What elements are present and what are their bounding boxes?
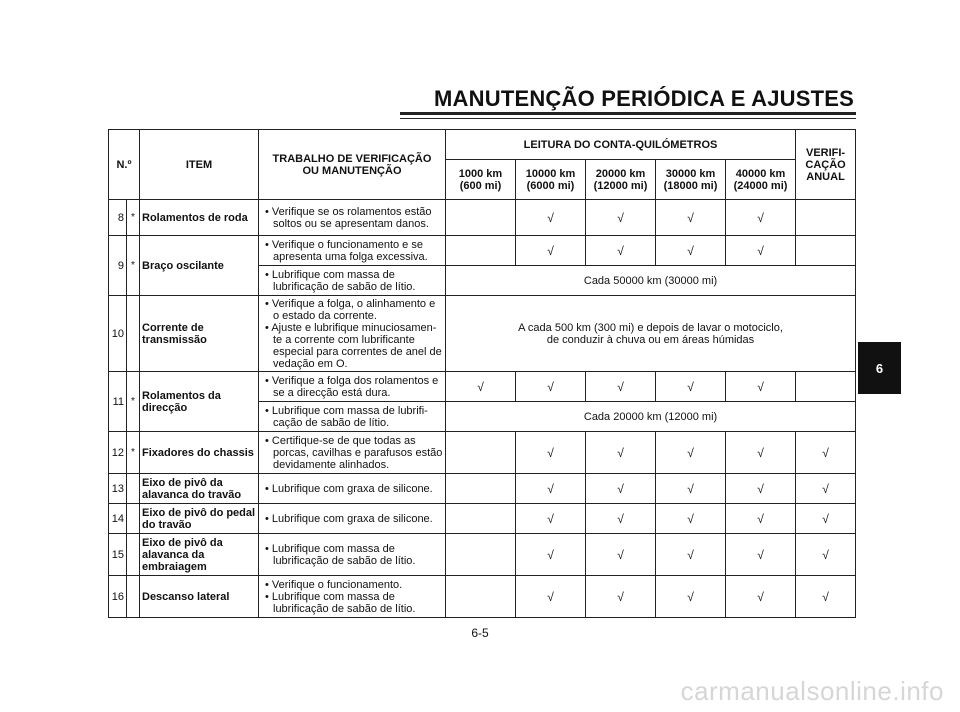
interval-40000km: 40000 km (24000 mi) (726, 160, 796, 200)
check-mark: √ (516, 236, 586, 266)
check-mark: √ (516, 372, 586, 402)
row-item: Eixo de pivô do pedal do travão (140, 504, 259, 534)
check-mark: √ (656, 200, 726, 236)
row-number: 16 (109, 576, 127, 618)
check-mark: √ (656, 474, 726, 504)
row-number: 11 (109, 372, 127, 432)
check-mark: √ (656, 432, 726, 474)
row-work: • Lubrifique com massa de lubrificação de sabão de lítio. (259, 266, 446, 296)
check-mark: √ (586, 534, 656, 576)
check-mark: √ (726, 576, 796, 618)
check-mark: √ (656, 576, 726, 618)
col-header-item: ITEM (140, 130, 259, 200)
table-row (109, 372, 856, 402)
col-header-odometer: LEITURA DO CONTA-QUILÓMETROS (446, 130, 796, 160)
col-header-number: N.º (109, 130, 140, 200)
row-work: • Lubrifique com massa de lubrifi-cação de sabão de lítio. (259, 402, 446, 432)
star-mark: * (127, 372, 140, 432)
maintenance-table (108, 129, 856, 618)
check-mark: √ (726, 236, 796, 266)
table-row (109, 576, 856, 618)
check-mark: √ (516, 504, 586, 534)
table-row (109, 534, 856, 576)
table-row (109, 432, 856, 474)
table-row (109, 504, 856, 534)
check-mark: √ (586, 200, 656, 236)
row-item: Fixadores do chassis (140, 432, 259, 474)
check-mark: √ (446, 372, 516, 402)
star-mark: * (127, 200, 140, 236)
col-header-annual: VERIFI- CAÇÃO ANUAL (796, 130, 856, 200)
check-mark: √ (586, 432, 656, 474)
check-mark: √ (586, 576, 656, 618)
row-work: • Verifique a folga, o alinhamento e o estado da corrente. • Ajuste e lubrifique minuciosamen-te a corrente com lubrificante especial para correntes de anel de vedação em O. (259, 296, 446, 372)
check-mark: √ (656, 504, 726, 534)
watermark: carmanualsonline.info (680, 676, 944, 706)
col-header-work: TRABALHO DE VERIFICAÇÃO OU MANUTENÇÃO (259, 130, 446, 200)
row-work: • Lubrifique com graxa de silicone. (259, 474, 446, 504)
check-mark: √ (726, 504, 796, 534)
row-work: • Lubrifique com graxa de silicone. (259, 504, 446, 534)
check-mark: √ (586, 504, 656, 534)
interval-note: Cada 50000 km (30000 mi) (446, 266, 856, 296)
check-mark: √ (726, 474, 796, 504)
check-mark: √ (516, 474, 586, 504)
interval-30000km: 30000 km (18000 mi) (656, 160, 726, 200)
interval-1000km: 1000 km (600 mi) (446, 160, 516, 200)
chapter-tab[interactable]: 6 (858, 342, 901, 394)
check-mark: √ (656, 372, 726, 402)
table-row (109, 474, 856, 504)
star-mark: * (127, 236, 140, 296)
table-row (109, 236, 856, 266)
row-number: 14 (109, 504, 127, 534)
check-mark: √ (516, 534, 586, 576)
check-mark: √ (796, 534, 856, 576)
check-mark: √ (586, 236, 656, 266)
check-mark: √ (796, 576, 856, 618)
table-row (109, 200, 856, 236)
row-work: • Verifique se os rolamentos estão soltos ou se apresentam danos. (259, 200, 446, 236)
check-mark: √ (516, 576, 586, 618)
row-item: Eixo de pivô da alavanca da embraiagem (140, 534, 259, 576)
row-work: • Verifique o funcionamento. • Lubrifique com massa de lubrificação de sabão de lítio. (259, 576, 446, 618)
title-rule-thick (400, 112, 856, 115)
row-work: • Certifique-se de que todas as porcas, cavilhas e parafusos estão devidamente alinhados. (259, 432, 446, 474)
check-mark: √ (726, 534, 796, 576)
check-mark: √ (726, 372, 796, 402)
row-item: Eixo de pivô da alavanca do travão (140, 474, 259, 504)
table-row (109, 296, 856, 372)
row-item: Descanso lateral (140, 576, 259, 618)
check-mark: √ (796, 504, 856, 534)
interval-20000km: 20000 km (12000 mi) (586, 160, 656, 200)
check-mark: √ (726, 432, 796, 474)
row-item: Rolamentos da direcção (140, 372, 259, 432)
check-mark: √ (516, 432, 586, 474)
row-number: 13 (109, 474, 127, 504)
row-work: • Lubrifique com massa de lubrificação de sabão de lítio. (259, 534, 446, 576)
check-mark: √ (796, 432, 856, 474)
row-work: • Verifique o funcionamento e se apresenta uma folga excessiva. (259, 236, 446, 266)
row-item: Braço oscilante (140, 236, 259, 296)
title-rule-thin (400, 118, 856, 119)
row-item: Rolamentos de roda (140, 200, 259, 236)
row-work: • Verifique a folga dos rolamentos e se a direcção está dura. (259, 372, 446, 402)
star-mark: * (127, 432, 140, 474)
check-mark: √ (656, 534, 726, 576)
check-mark: √ (726, 200, 796, 236)
row-number: 12 (109, 432, 127, 474)
row-number: 15 (109, 534, 127, 576)
check-mark: √ (516, 200, 586, 236)
check-mark: √ (656, 236, 726, 266)
row-item: Corrente de transmissão (140, 296, 259, 372)
row-number: 10 (109, 296, 127, 372)
page-title: MANUTENÇÃO PERIÓDICA E AJUSTES (434, 86, 854, 111)
page-number: 6-5 (471, 626, 489, 640)
row-number: 9 (109, 236, 127, 296)
check-mark: √ (586, 474, 656, 504)
check-mark: √ (796, 474, 856, 504)
interval-10000km: 10000 km (6000 mi) (516, 160, 586, 200)
row-number: 8 (109, 200, 127, 236)
check-mark: √ (586, 372, 656, 402)
interval-note: Cada 20000 km (12000 mi) (446, 402, 856, 432)
interval-note: A cada 500 km (300 mi) e depois de lavar o motociclo, de conduzir à chuva ou em áreas húmidas (446, 296, 856, 372)
